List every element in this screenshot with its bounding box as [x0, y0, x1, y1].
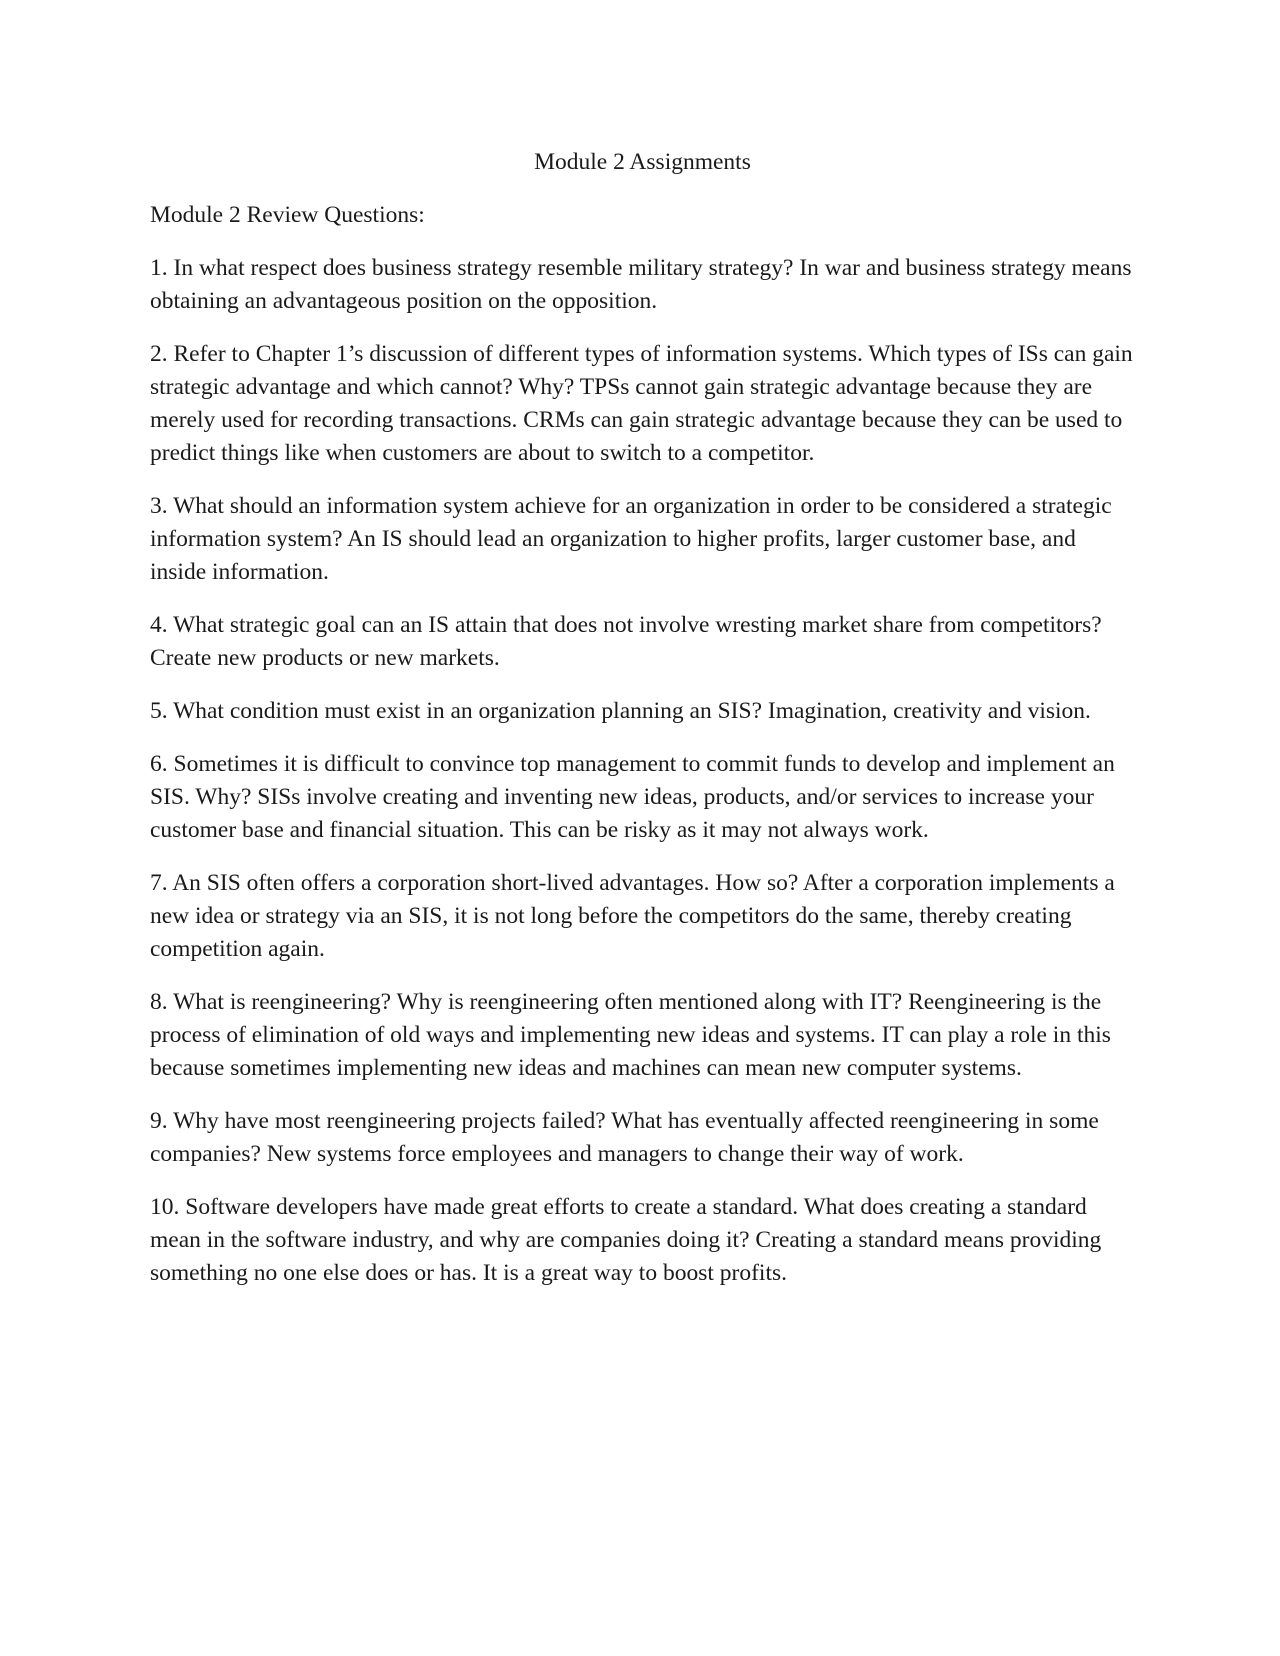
page-title: Module 2 Assignments: [534, 149, 751, 175]
question-4: 4. What strategic goal can an IS attain that does not involve wresting market share from competitors? Create new products or new markets.: [150, 612, 1102, 671]
question-3: 3. What should an information system achieve for an organization in order to be considered a strategic information system? An IS should lead an organization to higher profits, larger customer base, and inside information.: [150, 493, 1112, 585]
document-body: [150, 146, 1135, 1310]
question-8: 8. What is reengineering? Why is reengineering often mentioned along with IT? Reengineering is the process of elimination of old ways and implementing new ideas and systems. IT can play a role in this because sometimes implementing new ideas and machines can mean new computer systems.: [150, 989, 1111, 1081]
question-5: 5. What condition must exist in an organization planning an SIS? Imagination, creativity and vision.: [150, 698, 1091, 724]
question-7: 7. An SIS often offers a corporation short-lived advantages. How so? After a corporation implements a new idea or strategy via an SIS, it is not long before the competitors do the same, thereby creating competition again.: [150, 870, 1115, 962]
question-9: 9. Why have most reengineering projects failed? What has eventually affected reengineering in some companies? New systems force employees and managers to change their way of work.: [150, 1108, 1099, 1167]
question-2: 2. Refer to Chapter 1’s discussion of different types of information systems. Which types of ISs can gain strategic advantage and which cannot? Why? TPSs cannot gain strategic advantage because they are merely used for recording transactions. CRMs can gain strategic advantage because they can be used to predict things like when customers are about to switch to a competitor.: [150, 341, 1133, 466]
question-10: 10. Software developers have made great efforts to create a standard. What does creating a standard mean in the software industry, and why are companies doing it? Creating a standard means providing something no one else does or has. It is a great way to boost profits.: [150, 1194, 1102, 1286]
question-6: 6. Sometimes it is difficult to convince top management to commit funds to develop and implement an SIS. Why? SISs involve creating and inventing new ideas, products, and/or services to increase your customer base and financial situation. This can be risky as it may not always work.: [150, 751, 1115, 843]
section-heading: Module 2 Review Questions:: [150, 202, 425, 228]
question-1: 1. In what respect does business strategy resemble military strategy? In war and business strategy means obtaining an advantageous position on the opposition.: [150, 255, 1132, 314]
